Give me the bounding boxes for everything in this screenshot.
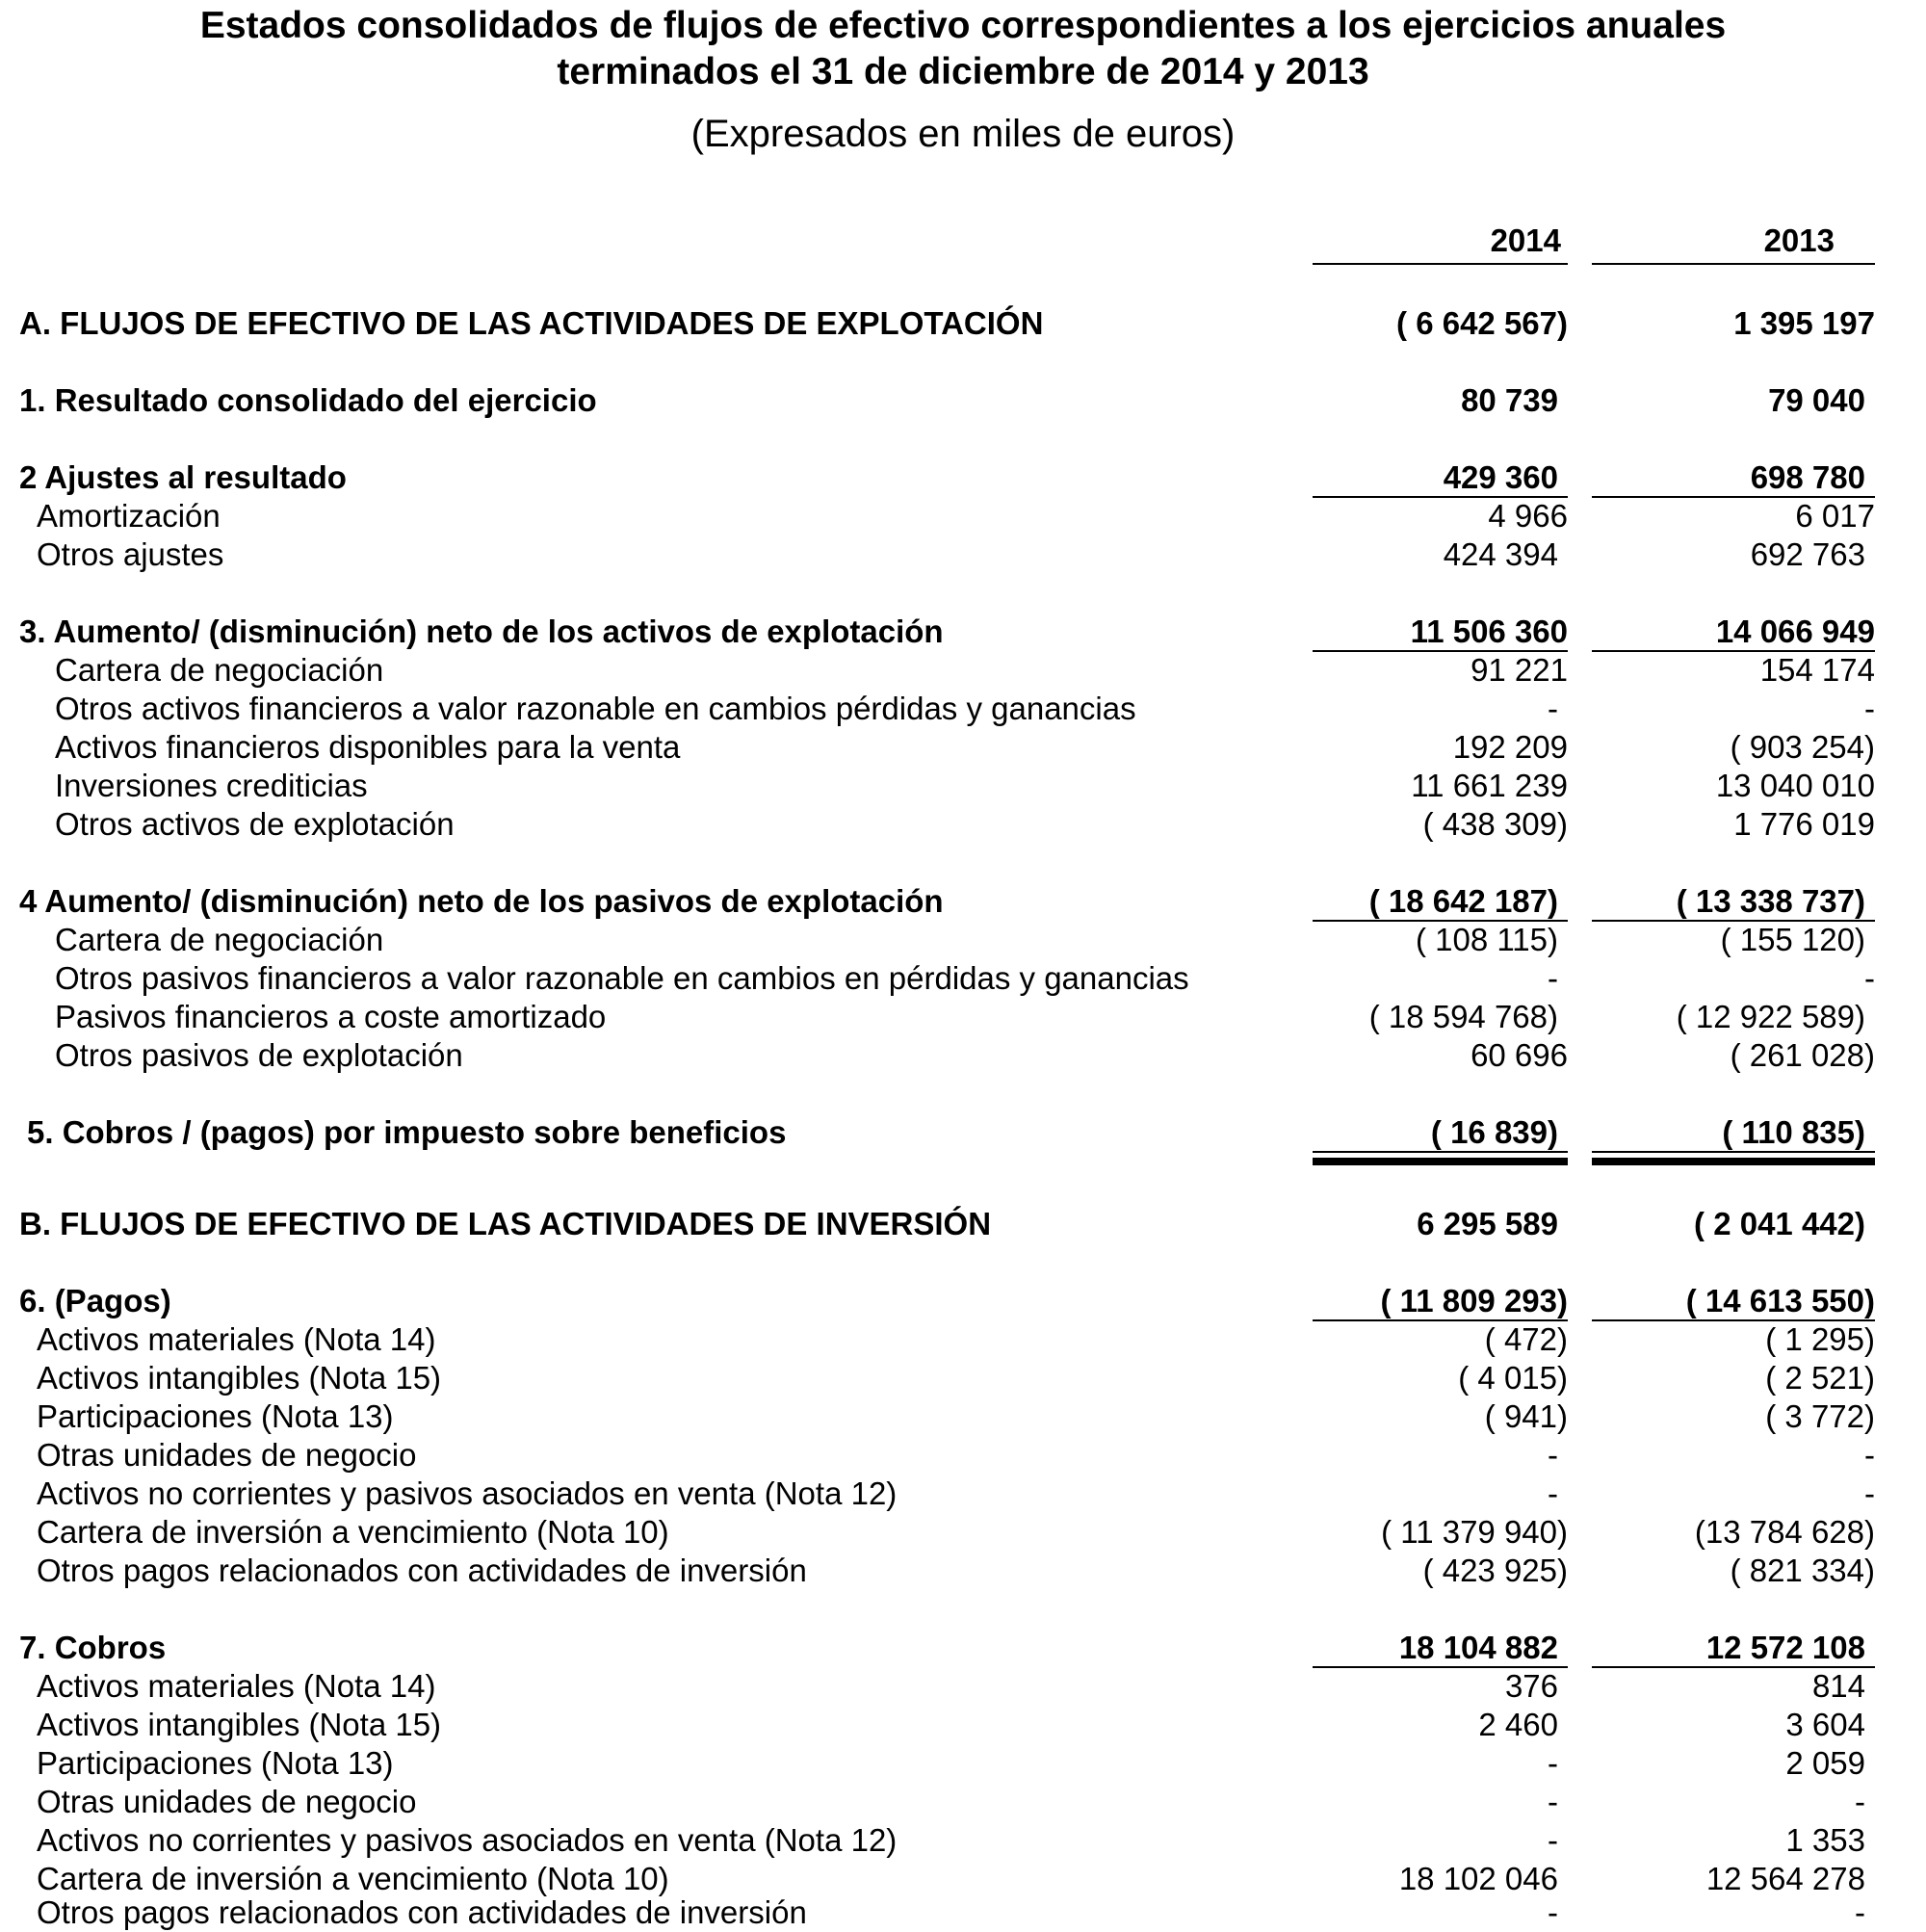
table-row <box>0 1475 1926 1513</box>
table-row <box>0 1821 1926 1860</box>
value-2014: ( 438 309) <box>1422 806 1568 842</box>
table-row <box>0 1860 1926 1898</box>
value-2014: 4 966 <box>1488 498 1568 534</box>
table-row <box>0 497 1926 535</box>
value-2013: ( 261 028) <box>1730 1037 1875 1073</box>
row-label: 1. Resultado consolidado del ejercicio <box>19 382 597 418</box>
table-row <box>0 1893 1926 1932</box>
value-2014: - <box>1548 1822 1558 1858</box>
row-label: 5. Cobros / (pagos) por impuesto sobre beneficios <box>27 1114 787 1150</box>
header-underline-2013 <box>1592 263 1875 265</box>
table-row <box>0 1552 1926 1590</box>
value-2013: 814 <box>1811 1668 1865 1704</box>
table-row <box>0 1436 1926 1475</box>
table-row <box>0 1667 1926 1706</box>
value-2013: ( 1 295) <box>1765 1321 1875 1357</box>
value-2014: 91 221 <box>1471 652 1568 688</box>
value-2014: - <box>1548 1745 1558 1781</box>
row-label: 3. Aumento/ (disminución) neto de los activos de explotación <box>19 614 944 649</box>
value-2013: 14 066 949 <box>1715 614 1875 649</box>
value-2013: - <box>1855 1894 1865 1930</box>
row-label: Activos no corrientes y pasivos asociados en venta (Nota 12) <box>37 1822 898 1858</box>
table-row <box>0 535 1926 574</box>
row-label: Activos intangibles (Nota 15) <box>37 1707 442 1742</box>
column-header-2013: 2013 <box>1763 222 1835 258</box>
table-row-item-4 <box>0 882 1926 921</box>
subtotal-underline <box>1313 1151 1568 1153</box>
table-row <box>0 1783 1926 1821</box>
table-row <box>0 1744 1926 1783</box>
value-2013: 1 353 <box>1785 1822 1865 1858</box>
row-label: 7. Cobros <box>19 1630 167 1665</box>
row-label: Cartera de negociación <box>55 922 384 957</box>
value-2013: ( 14 613 550) <box>1685 1283 1875 1318</box>
value-2013: - <box>1864 960 1875 996</box>
row-label: Participaciones (Nota 13) <box>37 1398 394 1434</box>
row-label: Otros ajustes <box>37 536 224 572</box>
value-2013: (13 784 628) <box>1694 1514 1875 1550</box>
row-label: Pasivos financieros a coste amortizado <box>55 999 607 1034</box>
value-2014: 192 209 <box>1452 729 1568 765</box>
table-row-item-3 <box>0 613 1926 651</box>
table-row <box>0 805 1926 844</box>
total-double-underline <box>1592 1158 1875 1165</box>
table-row-item-2 <box>0 458 1926 497</box>
header-underline-2014 <box>1313 263 1568 265</box>
row-label: 6. (Pagos) <box>19 1283 171 1318</box>
row-label: B. FLUJOS DE EFECTIVO DE LAS ACTIVIDADES DE INVERSIÓN <box>19 1206 992 1241</box>
value-2013: 79 040 <box>1768 382 1865 418</box>
table-row <box>0 767 1926 805</box>
table-row <box>0 651 1926 690</box>
table-row <box>0 1036 1926 1075</box>
table-row <box>0 998 1926 1036</box>
table-row <box>0 1320 1926 1359</box>
value-2013: 2 059 <box>1785 1745 1865 1781</box>
value-2014: ( 16 839) <box>1430 1114 1558 1150</box>
table-row <box>0 728 1926 767</box>
value-2013: 12 572 108 <box>1705 1630 1865 1665</box>
row-label: Otros pasivos de explotación <box>55 1037 463 1073</box>
value-2014: ( 11 379 940) <box>1381 1514 1568 1550</box>
row-label: Cartera de inversión a vencimiento (Nota 10) <box>37 1861 669 1896</box>
value-2014: 11 506 360 <box>1410 614 1568 649</box>
value-2014: 18 102 046 <box>1398 1861 1558 1896</box>
row-label: Participaciones (Nota 13) <box>37 1745 394 1781</box>
value-2014: 60 696 <box>1471 1037 1568 1073</box>
table-row-section-b <box>0 1205 1926 1243</box>
table-row <box>0 1706 1926 1744</box>
table-row-item-6 <box>0 1282 1926 1320</box>
value-2014: ( 6 642 567) <box>1396 305 1568 341</box>
table-row-section-a <box>0 304 1926 343</box>
value-2013: ( 2 041 442) <box>1694 1206 1865 1241</box>
title-line-1: Estados consolidados de flujos de efectivo correspondientes a los ejercicios anuales <box>199 5 1727 46</box>
row-label: Inversiones crediticias <box>55 768 368 803</box>
value-2013: 692 763 <box>1750 536 1865 572</box>
value-2014: - <box>1548 1894 1558 1930</box>
value-2013: 154 174 <box>1759 652 1875 688</box>
value-2013: 1 395 197 <box>1733 305 1875 341</box>
table-row <box>0 959 1926 998</box>
value-2014: - <box>1548 1437 1558 1473</box>
row-label: Cartera de negociación <box>55 652 384 688</box>
value-2013: ( 2 521) <box>1765 1360 1875 1396</box>
value-2014: ( 18 642 187) <box>1368 883 1558 919</box>
page-title <box>0 3 1926 95</box>
table-row <box>0 690 1926 728</box>
value-2013: ( 821 334) <box>1730 1553 1875 1588</box>
value-2014: 11 661 239 <box>1411 768 1568 803</box>
value-2014: - <box>1548 691 1558 726</box>
value-2013: 3 604 <box>1785 1707 1865 1742</box>
row-label: A. FLUJOS DE EFECTIVO DE LAS ACTIVIDADES DE EXPLOTACIÓN <box>19 305 1044 341</box>
row-label: Cartera de inversión a vencimiento (Nota 10) <box>37 1514 669 1550</box>
row-label: Otros pagos relacionados con actividades de inversión <box>37 1894 807 1930</box>
row-label: Activos materiales (Nota 14) <box>37 1668 436 1704</box>
row-label: Otros pasivos financieros a valor razonable en cambios en pérdidas y ganancias <box>55 960 1189 996</box>
value-2013: ( 13 338 737) <box>1676 883 1865 919</box>
subtotal-underline <box>1592 1151 1875 1153</box>
value-2013: - <box>1855 1784 1865 1819</box>
value-2014: ( 4 015) <box>1458 1360 1568 1396</box>
row-label: 2 Ajustes al resultado <box>19 459 347 495</box>
value-2014: ( 472) <box>1484 1321 1568 1357</box>
value-2014: 80 739 <box>1461 382 1558 418</box>
table-row-item-1 <box>0 381 1926 420</box>
value-2013: 12 564 278 <box>1705 1861 1865 1896</box>
value-2013: ( 3 772) <box>1765 1398 1875 1434</box>
row-label: Activos financieros disponibles para la venta <box>55 729 681 765</box>
row-label: Otras unidades de negocio <box>37 1437 417 1473</box>
value-2013: - <box>1864 1437 1875 1473</box>
page-subtitle: (Expresados en miles de euros) <box>690 113 1236 155</box>
value-2014: - <box>1548 1475 1558 1511</box>
value-2014: 424 394 <box>1443 536 1558 572</box>
value-2014: ( 108 115) <box>1416 922 1558 957</box>
value-2014: 18 104 882 <box>1398 1630 1558 1665</box>
value-2014: - <box>1548 1784 1558 1819</box>
row-label: Activos materiales (Nota 14) <box>37 1321 436 1357</box>
value-2013: ( 903 254) <box>1730 729 1875 765</box>
value-2014: 376 <box>1504 1668 1558 1704</box>
value-2013: ( 12 922 589) <box>1676 999 1865 1034</box>
row-label: Otros activos de explotación <box>55 806 455 842</box>
table-row <box>0 921 1926 959</box>
value-2013: ( 155 120) <box>1720 922 1865 957</box>
row-label: Amortización <box>37 498 221 534</box>
value-2013: 13 040 010 <box>1715 768 1875 803</box>
table-row-item-7 <box>0 1629 1926 1667</box>
total-double-underline <box>1313 1158 1568 1165</box>
value-2013: 6 017 <box>1795 498 1875 534</box>
row-label: Otros pagos relacionados con actividades de inversión <box>37 1553 807 1588</box>
table-row-item-5 <box>0 1113 1926 1152</box>
row-label: Activos no corrientes y pasivos asociados en venta (Nota 12) <box>37 1475 898 1511</box>
value-2014: 429 360 <box>1443 459 1558 495</box>
value-2014: ( 18 594 768) <box>1368 999 1558 1034</box>
value-2014: ( 941) <box>1484 1398 1568 1434</box>
row-label: Otros activos financieros a valor razonable en cambios pérdidas y ganancias <box>55 691 1136 726</box>
value-2014: ( 423 925) <box>1422 1553 1568 1588</box>
table-row <box>0 1397 1926 1436</box>
column-header-2014: 2014 <box>1490 222 1561 258</box>
value-2013: - <box>1864 691 1875 726</box>
title-line-2: terminados el 31 de diciembre de 2014 y 2013 <box>557 51 1369 92</box>
table-row <box>0 1513 1926 1552</box>
table-row <box>0 1359 1926 1397</box>
row-label: Otras unidades de negocio <box>37 1784 417 1819</box>
value-2013: ( 110 835) <box>1722 1114 1865 1150</box>
row-label: 4 Aumento/ (disminución) neto de los pasivos de explotación <box>19 883 944 919</box>
value-2013: 1 776 019 <box>1733 806 1875 842</box>
value-2013: 698 780 <box>1750 459 1865 495</box>
value-2014: ( 11 809 293) <box>1380 1283 1568 1318</box>
value-2013: - <box>1864 1475 1875 1511</box>
row-label: Activos intangibles (Nota 15) <box>37 1360 442 1396</box>
value-2014: - <box>1548 960 1558 996</box>
value-2014: 6 295 589 <box>1417 1206 1558 1241</box>
value-2014: 2 460 <box>1478 1707 1558 1742</box>
